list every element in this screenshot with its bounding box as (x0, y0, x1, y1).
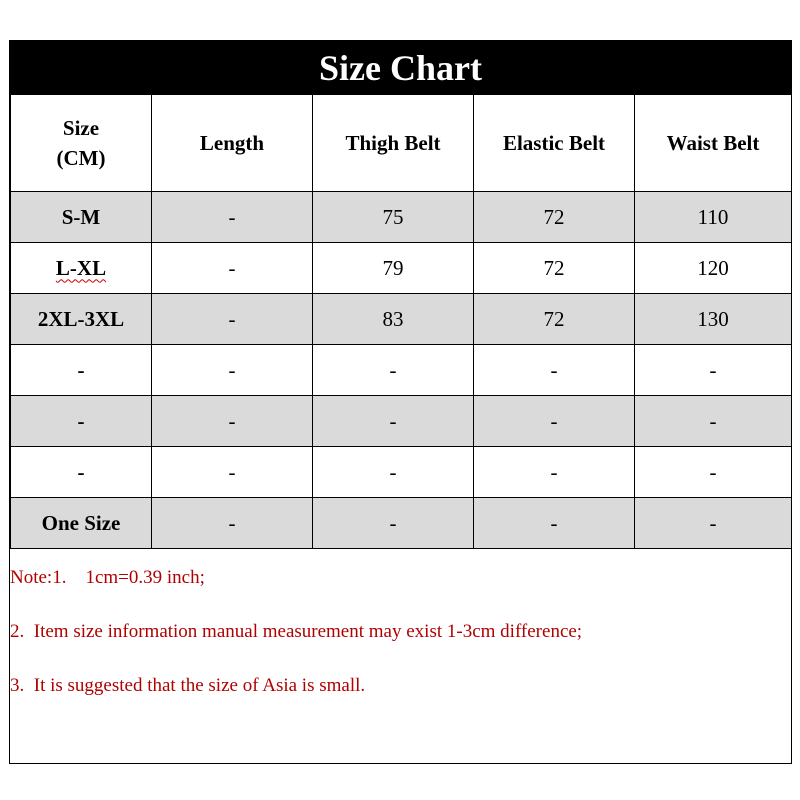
header-waist-belt: Waist Belt (635, 95, 792, 192)
table-row (11, 294, 792, 345)
note-2: 2. Item size information manual measurement may exist 1-3cm difference; (10, 621, 583, 642)
cell-thigh-belt: - (313, 447, 474, 498)
cell-thigh-belt: 75 (313, 192, 474, 243)
cell-elastic-belt: - (474, 396, 635, 447)
cell-elastic-belt: 72 (474, 243, 635, 294)
cell-waist-belt: - (635, 447, 792, 498)
cell-thigh-belt: 79 (313, 243, 474, 294)
header-size (11, 95, 152, 192)
cell-elastic-belt: - (474, 447, 635, 498)
cell-waist-belt: - (635, 396, 792, 447)
cell-length: - (152, 192, 313, 243)
table-row (11, 243, 792, 294)
cell-length: - (152, 345, 313, 396)
note-1: Note:1. 1cm=0.39 inch; (10, 567, 205, 588)
cell-length: - (152, 498, 313, 549)
header-size-unit: (CM) (56, 146, 106, 170)
cell-length: - (152, 447, 313, 498)
cell-thigh-belt: 83 (313, 294, 474, 345)
cell-waist-belt: - (635, 345, 792, 396)
cell-waist-belt: 110 (635, 192, 792, 243)
table-row (11, 396, 792, 447)
header-row (11, 95, 792, 192)
table-row (11, 498, 792, 549)
cell-length: - (152, 243, 313, 294)
cell-size (11, 243, 152, 294)
cell-size: - (11, 447, 152, 498)
cell-size-text: L-XL (55, 255, 107, 280)
cell-elastic-belt: - (474, 498, 635, 549)
cell-waist-belt: 120 (635, 243, 792, 294)
size-table (10, 94, 792, 549)
header-size-label: Size (62, 115, 100, 140)
cell-size: 2XL-3XL (11, 294, 152, 345)
size-chart (9, 40, 792, 764)
header-length: Length (152, 95, 313, 192)
cell-waist-belt: - (635, 498, 792, 549)
cell-thigh-belt: - (313, 396, 474, 447)
cell-elastic-belt: 72 (474, 192, 635, 243)
cell-size: - (11, 345, 152, 396)
table-row (11, 447, 792, 498)
cell-thigh-belt: - (313, 345, 474, 396)
header-elastic-belt: Elastic Belt (474, 95, 635, 192)
cell-size: One Size (11, 498, 152, 549)
cell-length: - (152, 396, 313, 447)
chart-title: Size Chart (10, 41, 791, 94)
header-thigh-belt: Thigh Belt (313, 95, 474, 192)
cell-elastic-belt: 72 (474, 294, 635, 345)
cell-elastic-belt: - (474, 345, 635, 396)
cell-length: - (152, 294, 313, 345)
cell-size: S-M (11, 192, 152, 243)
note-3: 3. It is suggested that the size of Asia is small. (10, 675, 366, 696)
cell-size: - (11, 396, 152, 447)
cell-waist-belt: 130 (635, 294, 792, 345)
cell-thigh-belt: - (313, 498, 474, 549)
table-row (11, 192, 792, 243)
table-row (11, 345, 792, 396)
